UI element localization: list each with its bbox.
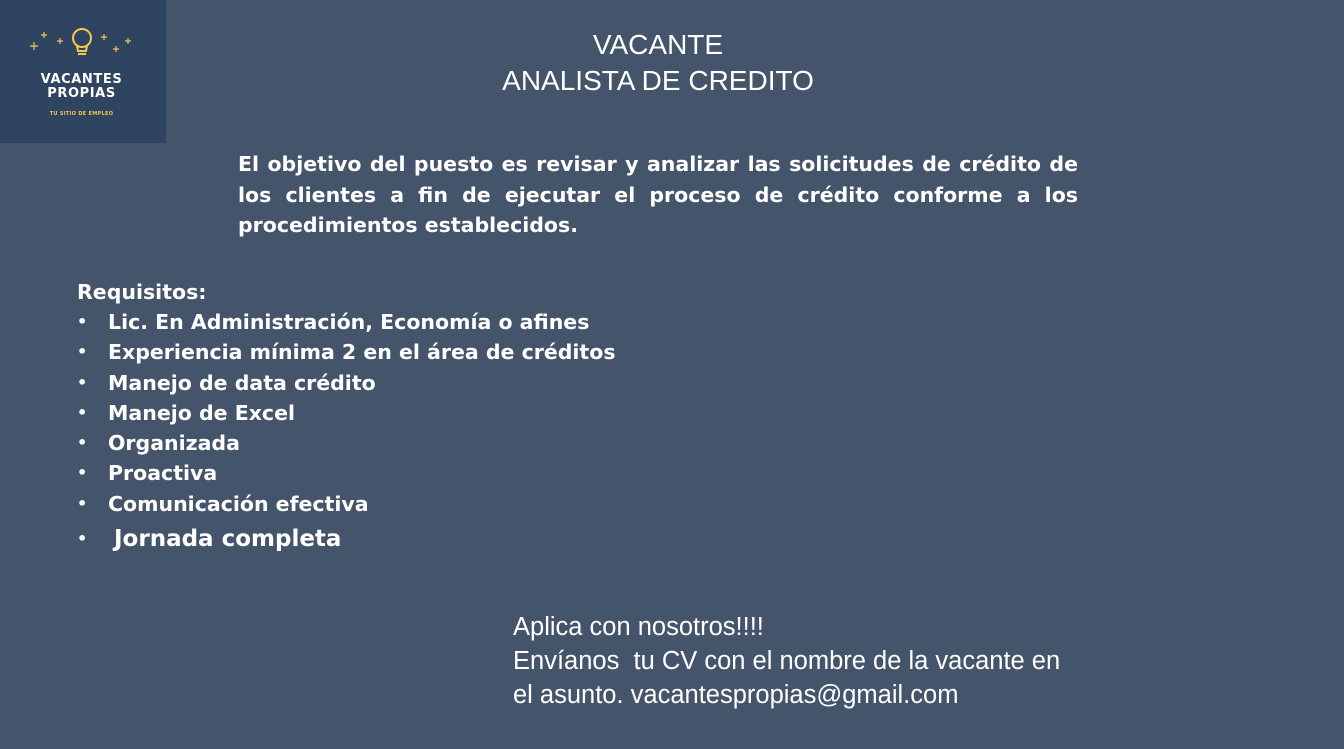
list-item-text: Manejo de data crédito [108, 370, 376, 395]
list-item [77, 368, 777, 398]
list-item [77, 337, 777, 367]
list-item [77, 458, 777, 488]
logo-brand-line-2: PROPIAS [47, 86, 116, 101]
list-item [77, 428, 777, 458]
bullet-icon: • [77, 372, 88, 392]
logo-tagline: TU SITIO DE EMPLEO [49, 111, 114, 117]
list-item-text: Lic. En Administración, Economía o afines [108, 310, 590, 334]
list-item [77, 489, 777, 519]
cta-line-3: el asunto. vacantespropias@gmail.com [513, 681, 959, 709]
list-item-text: Proactiva [108, 461, 218, 486]
title-line-2: ANALISTA DE CREDITO [502, 65, 814, 96]
call-to-action [513, 610, 1133, 712]
list-item-text: Organizada [108, 431, 240, 456]
list-item-text: Comunicación efectiva [108, 491, 369, 516]
job-objective: El objetivo del puesto es revisar y analizar las solicitudes de crédito de los clientes a fin de ejecutar el proceso de crédito conforme a los procedimientos establecidos. [238, 152, 1078, 237]
list-item-text: Jornada completa [114, 526, 342, 553]
lightbulb-icon [24, 24, 139, 58]
bullet-icon: • [77, 342, 88, 362]
cta-line-2: Envíanos tu CV con el nombre de la vacante en [513, 647, 1061, 675]
bullet-icon: • [77, 529, 88, 549]
bullet-icon: • [77, 433, 88, 453]
list-item [77, 523, 777, 555]
cta-line-1: Aplica con nosotros!!!! [513, 613, 764, 641]
page-title [460, 27, 856, 99]
bullet-icon: • [77, 312, 88, 331]
bullet-icon: • [77, 493, 88, 513]
list-item-text: Manejo de Excel [108, 400, 296, 425]
list-item-text: Experiencia mínima 2 en el área de créditos [108, 340, 616, 365]
requirements-list [77, 307, 777, 555]
requirements-heading: Requisitos: [77, 280, 207, 304]
list-item [77, 398, 777, 428]
bullet-icon: • [77, 463, 88, 483]
brand-logo [0, 0, 166, 143]
logo-brand-line-1: VACANTES [40, 72, 123, 87]
title-line-1: VACANTE [592, 29, 724, 60]
bullet-icon: • [77, 402, 88, 422]
requirements-section [77, 277, 777, 555]
list-item [77, 307, 777, 337]
